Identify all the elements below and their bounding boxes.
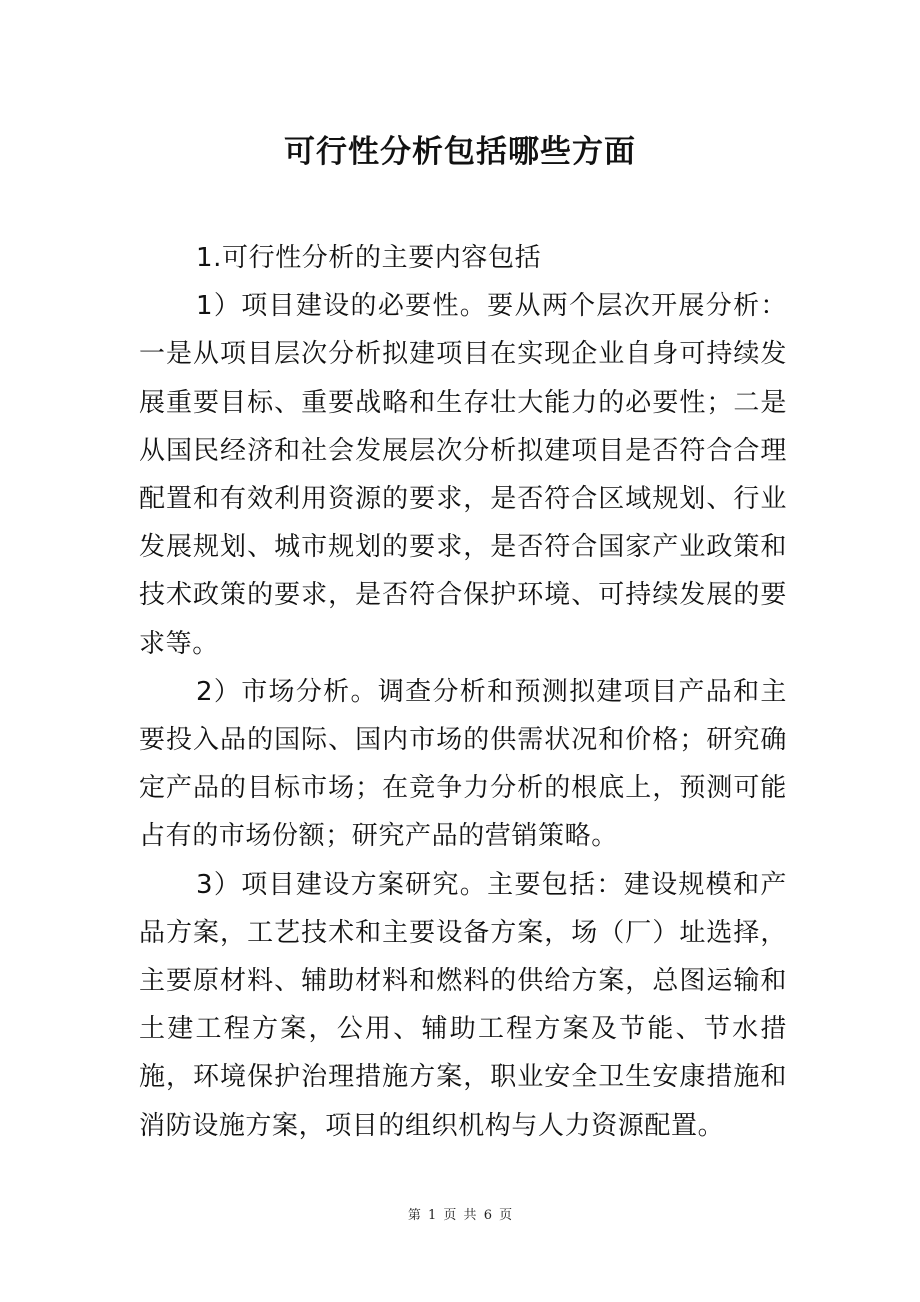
paragraph-necessity: 1）项目建设的必要性。要从两个层次开展分析：一是从项目层次分析拟建项目在实现企业自身可持续发展重要目标、重要战略和生存壮大能力的必要性；二是从国民经济和社会发展层次分析拟建项目是否符合合理配置和有效利用资源的要求，是否符合区域规划、行业发展规划、城市规划的要求，是否符合国家产业政策和技术政策的要求，是否符合保护环境、可持续发展的要求等。	[139, 291, 787, 659]
paragraph-construction-plan: 3）项目建设方案研究。主要包括：建设规模和产品方案，工艺技术和主要设备方案，场（厂）址选择，主要原材料、辅助材料和燃料的供给方案，总图运输和土建工程方案，公用、辅助工程方案及节能、节水措施，环境保护治理措施方案，职业安全卫生安康措施和消防设施方案，项目的组织机构与人力资源配置。	[139, 869, 787, 1141]
document-title: 可行性分析包括哪些方面	[284, 134, 636, 170]
document-body	[139, 234, 787, 1150]
paragraph-market-analysis: 2）市场分析。调查分析和预测拟建项目产品和主要投入品的国际、国内市场的供需状况和价格；研究确定产品的目标市场；在竞争力分析的根底上，预测可能占有的市场份额；研究产品的营销策略。	[139, 676, 787, 852]
paragraph-heading: 1.可行性分析的主要内容包括	[196, 243, 542, 273]
page-number-footer: 第 1 页 共 6 页	[407, 1208, 513, 1223]
